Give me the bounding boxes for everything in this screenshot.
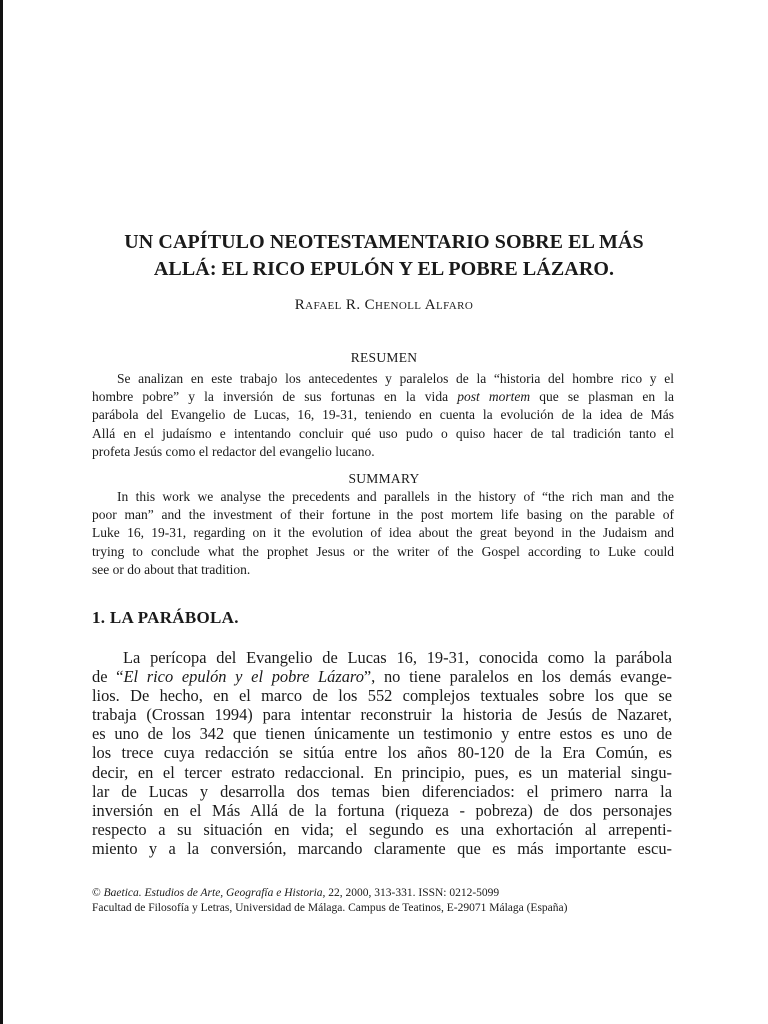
resumen-text: que se plasman en la — [530, 389, 674, 405]
page-edge-shadow — [0, 0, 3, 1024]
body-line: miento y a la conversión, marcando claramente que es más importante escu- — [92, 838, 672, 858]
body-text: de “ — [92, 667, 124, 687]
body-line: La perícopa del Evangelio de Lucas 16, 19-31, conocida como la parábola — [123, 648, 672, 667]
resumen-line: Se analizan en este trabajo los antecedentes y paralelos de la “historia del hombre rico y el — [117, 371, 674, 386]
summary-heading: SUMMARY — [348, 471, 420, 486]
resumen-italic-phrase: post mortem — [457, 389, 531, 405]
resumen-heading: RESUMEN — [350, 350, 418, 365]
resumen-line — [92, 388, 674, 406]
body-paragraph — [92, 648, 672, 858]
body-line: lar de Lucas y desarrolla dos temas bien diferenciados: el primero narra la — [92, 781, 672, 801]
footer-citation — [92, 886, 567, 916]
footer-line-1 — [92, 886, 567, 901]
resumen-line: Allá en el judaísmo e intentando concluir qué uso pudo o quiso hacer de tal tradición tanto el — [92, 425, 674, 441]
section-heading: 1. LA PARÁBOLA. — [92, 608, 239, 627]
author-name: Rafael R. Chenoll Alfaro — [294, 297, 474, 313]
journal-name: Baetica. Estudios de Arte, Geografía e Historia, — [103, 887, 326, 899]
summary-line: see or do about that tradition. — [92, 561, 251, 577]
summary-line: Luke 16, 19-31, regarding on it the evolution of idea about the great beyond in the Judaism and — [92, 525, 674, 541]
resumen-line: parábola del Evangelio de Lucas, 16, 19-31, teniendo en cuenta la evolución de la idea de Más — [92, 407, 674, 423]
resumen-paragraph — [92, 370, 674, 461]
summary-paragraph — [92, 488, 674, 579]
body-line: es uno de los 342 que tienen únicamente un testimonio y entre estos es uno de — [92, 724, 672, 744]
body-italic-phrase: El rico epulón y el pobre Lázaro — [123, 667, 364, 687]
body-line: lios. De hecho, en el marco de los 552 complejos textuales sobre los que se — [92, 686, 672, 706]
body-text: ”, no tiene paralelos en los demás evange- — [363, 667, 673, 687]
summary-line: trying to conclude what the prophet Jesus or the writer of the Gospel according to Luke could — [92, 543, 674, 559]
resumen-line: profeta Jesús como el redactor del evangelio lucano. — [92, 443, 375, 459]
body-line: decir, en el tercer estrato redaccional. En principio, pues, es un material singu- — [92, 762, 672, 782]
body-line: los trece cuya redacción se sitúa entre los años 80-120 de la Era Común, es — [92, 743, 672, 763]
body-line — [92, 667, 672, 686]
summary-line: In this work we analyse the precedents and parallels in the history of “the rich man and the — [117, 489, 674, 504]
footer-text: 22, 2000, 313-331. ISSN: 0212-5099 — [325, 887, 500, 899]
summary-line: poor man” and the investment of their fortune in the post mortem life basing on the parable of — [92, 507, 674, 523]
body-line: inversión en el Más Allá de la fortuna (riqueza - pobreza) de dos personajes — [92, 800, 672, 820]
footer-text: © — [92, 887, 104, 899]
resumen-text: hombre pobre” y la inversión de sus fortunas en la vida — [92, 389, 458, 405]
article-title-line-1: UN CAPÍTULO NEOTESTAMENTARIO SOBRE EL MÁS — [124, 231, 644, 253]
body-line: trabaja (Crossan 1994) para intentar reconstruir la historia de Jesús de Nazaret, — [92, 705, 672, 725]
body-line: respecto a su situación en vida; el segundo es una exhortación al arrepenti- — [92, 819, 672, 839]
article-title — [60, 229, 708, 283]
footer-line-2: Facultad de Filosofía y Letras, Universidad de Málaga. Campus de Teatinos, E-29071 Málaga (España) — [92, 902, 568, 914]
article-title-line-2: ALLÁ: EL RICO EPULÓN Y EL POBRE LÁZARO. — [153, 258, 615, 280]
